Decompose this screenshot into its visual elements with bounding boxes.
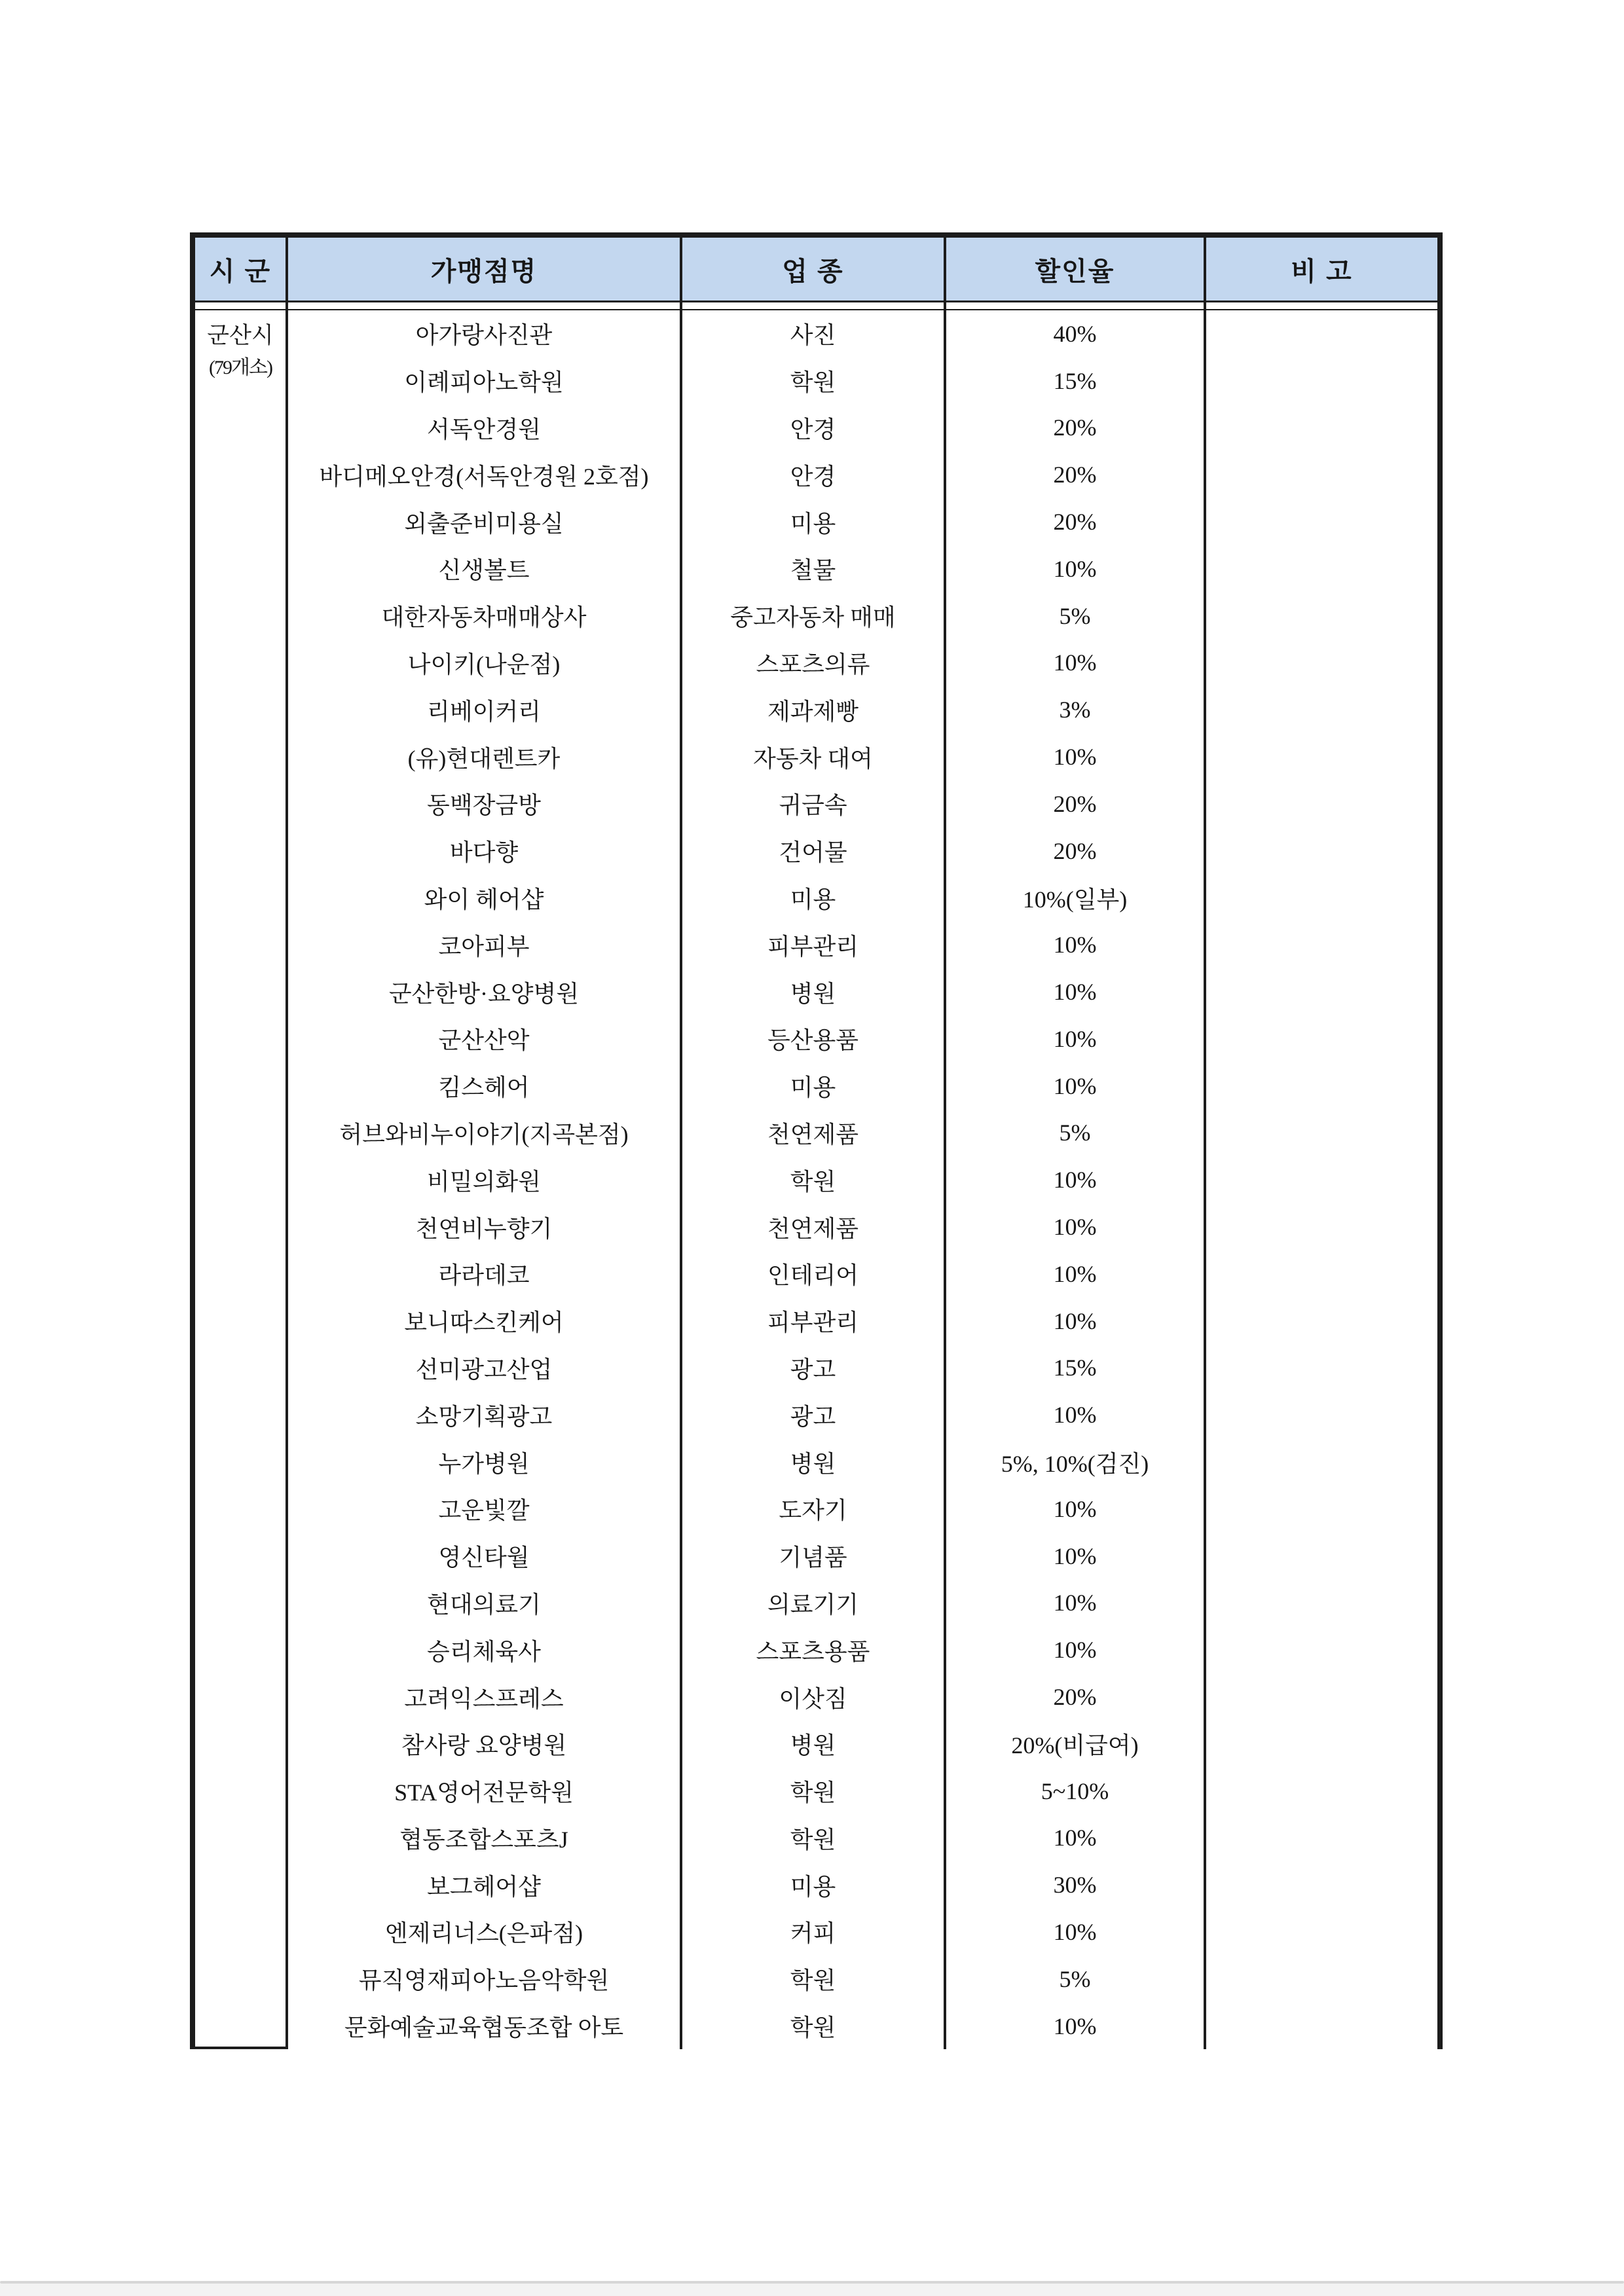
business-type-cell: 커피 <box>682 1908 946 1956</box>
merchant-name-cell: 보그헤어샵 <box>288 1861 682 1908</box>
merchant-name-cell: 바다향 <box>288 828 682 875</box>
header-underline <box>1206 302 1437 310</box>
discount-rate-cell: 20% <box>946 405 1206 452</box>
discount-rate-cell: 10% <box>946 1580 1206 1627</box>
business-type-cell: 병원 <box>682 1721 946 1768</box>
merchant-name-cell: 아가랑사진관 <box>288 310 682 357</box>
merchant-name-cell: 엔제리너스(은파점) <box>288 1908 682 1956</box>
business-type-cell: 사진 <box>682 310 946 357</box>
merchant-name-cell: 고려익스프레스 <box>288 1673 682 1721</box>
discount-rate-cell: 20% <box>946 1673 1206 1721</box>
discount-rate-cell: 3% <box>946 686 1206 733</box>
discount-rate-cell: 10% <box>946 1298 1206 1345</box>
merchant-name-cell: 뮤직영재피아노음악학원 <box>288 1956 682 2003</box>
merchant-name-cell: STA영어전문학원 <box>288 1768 682 1815</box>
merchant-name-cell: 천연비누향기 <box>288 1203 682 1250</box>
remarks-cell <box>1206 733 1437 780</box>
business-type-cell: 안경 <box>682 405 946 452</box>
discount-rate-cell: 5% <box>946 1110 1206 1157</box>
business-type-cell: 학원 <box>682 1815 946 1862</box>
remarks-cell <box>1206 1533 1437 1580</box>
remarks-cell <box>1206 1626 1437 1673</box>
merchant-discount-table <box>190 232 1443 2049</box>
remarks-cell <box>1206 357 1437 405</box>
remarks-cell <box>1206 1721 1437 1768</box>
discount-rate-cell: 5% <box>946 1956 1206 2003</box>
discount-rate-cell: 10% <box>946 1908 1206 1956</box>
business-type-cell: 병원 <box>682 968 946 1015</box>
business-type-cell: 천연제품 <box>682 1110 946 1157</box>
remarks-cell <box>1206 1063 1437 1110</box>
business-type-cell: 인테리어 <box>682 1250 946 1298</box>
remarks-cell <box>1206 1861 1437 1908</box>
merchant-name-cell: 바디메오안경(서독안경원 2호점) <box>288 451 682 498</box>
remarks-cell <box>1206 1815 1437 1862</box>
discount-rate-cell: 10% <box>946 1533 1206 1580</box>
business-type-cell: 학원 <box>682 1956 946 2003</box>
header-remarks: 비 고 <box>1206 238 1437 302</box>
header-underline <box>682 302 946 310</box>
business-type-cell: 학원 <box>682 357 946 405</box>
header-underline <box>946 302 1206 310</box>
discount-rate-cell: 30% <box>946 1861 1206 1908</box>
discount-rate-cell: 10% <box>946 1815 1206 1862</box>
business-type-cell: 피부관리 <box>682 921 946 968</box>
discount-rate-cell: 20% <box>946 828 1206 875</box>
remarks-cell <box>1206 1768 1437 1815</box>
merchant-name-cell: 참사랑 요양병원 <box>288 1721 682 1768</box>
discount-rate-cell: 10% <box>946 1391 1206 1438</box>
remarks-cell <box>1206 1391 1437 1438</box>
remarks-cell <box>1206 1015 1437 1063</box>
merchant-name-cell: 선미광고산업 <box>288 1345 682 1392</box>
merchant-name-cell: 영신타월 <box>288 1533 682 1580</box>
remarks-cell <box>1206 2003 1437 2050</box>
merchant-name-cell: 군산한방·요양병원 <box>288 968 682 1015</box>
merchant-name-cell: 외출준비미용실 <box>288 498 682 545</box>
merchant-name-cell: 누가병원 <box>288 1438 682 1485</box>
remarks-cell <box>1206 968 1437 1015</box>
discount-rate-cell: 10% <box>946 1250 1206 1298</box>
business-type-cell: 중고자동차 매매 <box>682 592 946 640</box>
discount-rate-cell: 10% <box>946 1485 1206 1533</box>
remarks-cell <box>1206 686 1437 733</box>
business-type-cell: 건어물 <box>682 828 946 875</box>
discount-rate-cell: 10% <box>946 1063 1206 1110</box>
merchant-name-cell: 서독안경원 <box>288 405 682 452</box>
merchant-name-cell: 승리체육사 <box>288 1626 682 1673</box>
business-type-cell: 기념품 <box>682 1533 946 1580</box>
discount-rate-cell: 5%, 10%(검진) <box>946 1438 1206 1485</box>
business-type-cell: 스포츠용품 <box>682 1626 946 1673</box>
business-type-cell: 광고 <box>682 1391 946 1438</box>
business-type-cell: 안경 <box>682 451 946 498</box>
business-type-cell: 학원 <box>682 1156 946 1203</box>
discount-rate-cell: 20% <box>946 498 1206 545</box>
merchant-name-cell: 동백장금방 <box>288 780 682 828</box>
business-type-cell: 학원 <box>682 1768 946 1815</box>
merchant-name-cell: 신생볼트 <box>288 545 682 592</box>
merchant-name-cell: 협동조합스포츠J <box>288 1815 682 1862</box>
discount-rate-cell: 10% <box>946 1626 1206 1673</box>
discount-rate-cell: 10%(일부) <box>946 875 1206 922</box>
business-type-cell: 미용 <box>682 498 946 545</box>
remarks-cell <box>1206 1250 1437 1298</box>
merchant-name-cell: 허브와비누이야기(지곡본점) <box>288 1110 682 1157</box>
header-underline <box>195 302 288 310</box>
business-type-cell: 천연제품 <box>682 1203 946 1250</box>
business-type-cell: 미용 <box>682 1861 946 1908</box>
region-cell <box>195 310 288 2049</box>
remarks-cell <box>1206 1673 1437 1721</box>
remarks-cell <box>1206 1156 1437 1203</box>
remarks-cell <box>1206 545 1437 592</box>
discount-rate-cell: 10% <box>946 921 1206 968</box>
header-merchant-name: 가맹점명 <box>288 238 682 302</box>
remarks-cell <box>1206 1345 1437 1392</box>
merchant-name-cell: 군산산악 <box>288 1015 682 1063</box>
business-type-cell: 의료기기 <box>682 1580 946 1627</box>
merchant-name-cell: 리베이커리 <box>288 686 682 733</box>
discount-rate-cell: 5% <box>946 592 1206 640</box>
remarks-cell <box>1206 1203 1437 1250</box>
business-type-cell: 미용 <box>682 1063 946 1110</box>
discount-rate-cell: 10% <box>946 640 1206 687</box>
discount-rate-cell: 10% <box>946 545 1206 592</box>
discount-rate-cell: 10% <box>946 1203 1206 1250</box>
merchant-name-cell: 보니따스킨케어 <box>288 1298 682 1345</box>
remarks-cell <box>1206 921 1437 968</box>
remarks-cell <box>1206 310 1437 357</box>
remarks-cell <box>1206 1485 1437 1533</box>
merchant-name-cell: (유)현대렌트카 <box>288 733 682 780</box>
discount-rate-cell: 40% <box>946 310 1206 357</box>
business-type-cell: 도자기 <box>682 1485 946 1533</box>
remarks-cell <box>1206 592 1437 640</box>
region-name: 군산시 <box>207 323 274 348</box>
merchant-name-cell: 고운빛깔 <box>288 1485 682 1533</box>
remarks-cell <box>1206 498 1437 545</box>
merchant-name-cell: 이례피아노학원 <box>288 357 682 405</box>
merchant-name-cell: 와이 헤어샵 <box>288 875 682 922</box>
merchant-name-cell: 킴스헤어 <box>288 1063 682 1110</box>
header-discount-rate: 할인율 <box>946 238 1206 302</box>
region-count: (79개소) <box>209 357 272 378</box>
business-type-cell: 피부관리 <box>682 1298 946 1345</box>
remarks-cell <box>1206 1956 1437 2003</box>
business-type-cell: 병원 <box>682 1438 946 1485</box>
business-type-cell: 스포츠의류 <box>682 640 946 687</box>
business-type-cell: 제과제빵 <box>682 686 946 733</box>
merchant-name-cell: 현대의료기 <box>288 1580 682 1627</box>
remarks-cell <box>1206 1908 1437 1956</box>
remarks-cell <box>1206 875 1437 922</box>
business-type-cell: 광고 <box>682 1345 946 1392</box>
merchant-name-cell: 라라데코 <box>288 1250 682 1298</box>
remarks-cell <box>1206 1110 1437 1157</box>
discount-rate-cell: 5~10% <box>946 1768 1206 1815</box>
remarks-cell <box>1206 780 1437 828</box>
discount-rate-cell: 20% <box>946 451 1206 498</box>
merchant-name-cell: 비밀의화원 <box>288 1156 682 1203</box>
merchant-name-cell: 코아피부 <box>288 921 682 968</box>
merchant-name-cell: 나이키(나운점) <box>288 640 682 687</box>
business-type-cell: 학원 <box>682 2003 946 2050</box>
business-type-cell: 등산용품 <box>682 1015 946 1063</box>
remarks-cell <box>1206 1298 1437 1345</box>
merchant-name-cell: 문화예술교육협동조합 아토 <box>288 2003 682 2050</box>
remarks-cell <box>1206 1580 1437 1627</box>
remarks-cell <box>1206 405 1437 452</box>
discount-rate-cell: 15% <box>946 357 1206 405</box>
remarks-cell <box>1206 1438 1437 1485</box>
remarks-cell <box>1206 451 1437 498</box>
merchant-name-cell: 대한자동차매매상사 <box>288 592 682 640</box>
scan-edge-shadow <box>0 2284 1624 2296</box>
discount-rate-cell: 15% <box>946 1345 1206 1392</box>
business-type-cell: 미용 <box>682 875 946 922</box>
discount-rate-cell: 10% <box>946 733 1206 780</box>
business-type-cell: 자동차 대여 <box>682 733 946 780</box>
discount-rate-cell: 10% <box>946 2003 1206 2050</box>
business-type-cell: 이삿짐 <box>682 1673 946 1721</box>
header-business-type: 업 종 <box>682 238 946 302</box>
discount-rate-cell: 10% <box>946 1156 1206 1203</box>
header-underline <box>288 302 682 310</box>
business-type-cell: 귀금속 <box>682 780 946 828</box>
header-city-county: 시 군 <box>195 238 288 302</box>
discount-rate-cell: 10% <box>946 1015 1206 1063</box>
merchant-name-cell: 소망기획광고 <box>288 1391 682 1438</box>
remarks-cell <box>1206 640 1437 687</box>
remarks-cell <box>1206 828 1437 875</box>
discount-rate-cell: 10% <box>946 968 1206 1015</box>
business-type-cell: 철물 <box>682 545 946 592</box>
discount-rate-cell: 20% <box>946 780 1206 828</box>
discount-rate-cell: 20%(비급여) <box>946 1721 1206 1768</box>
